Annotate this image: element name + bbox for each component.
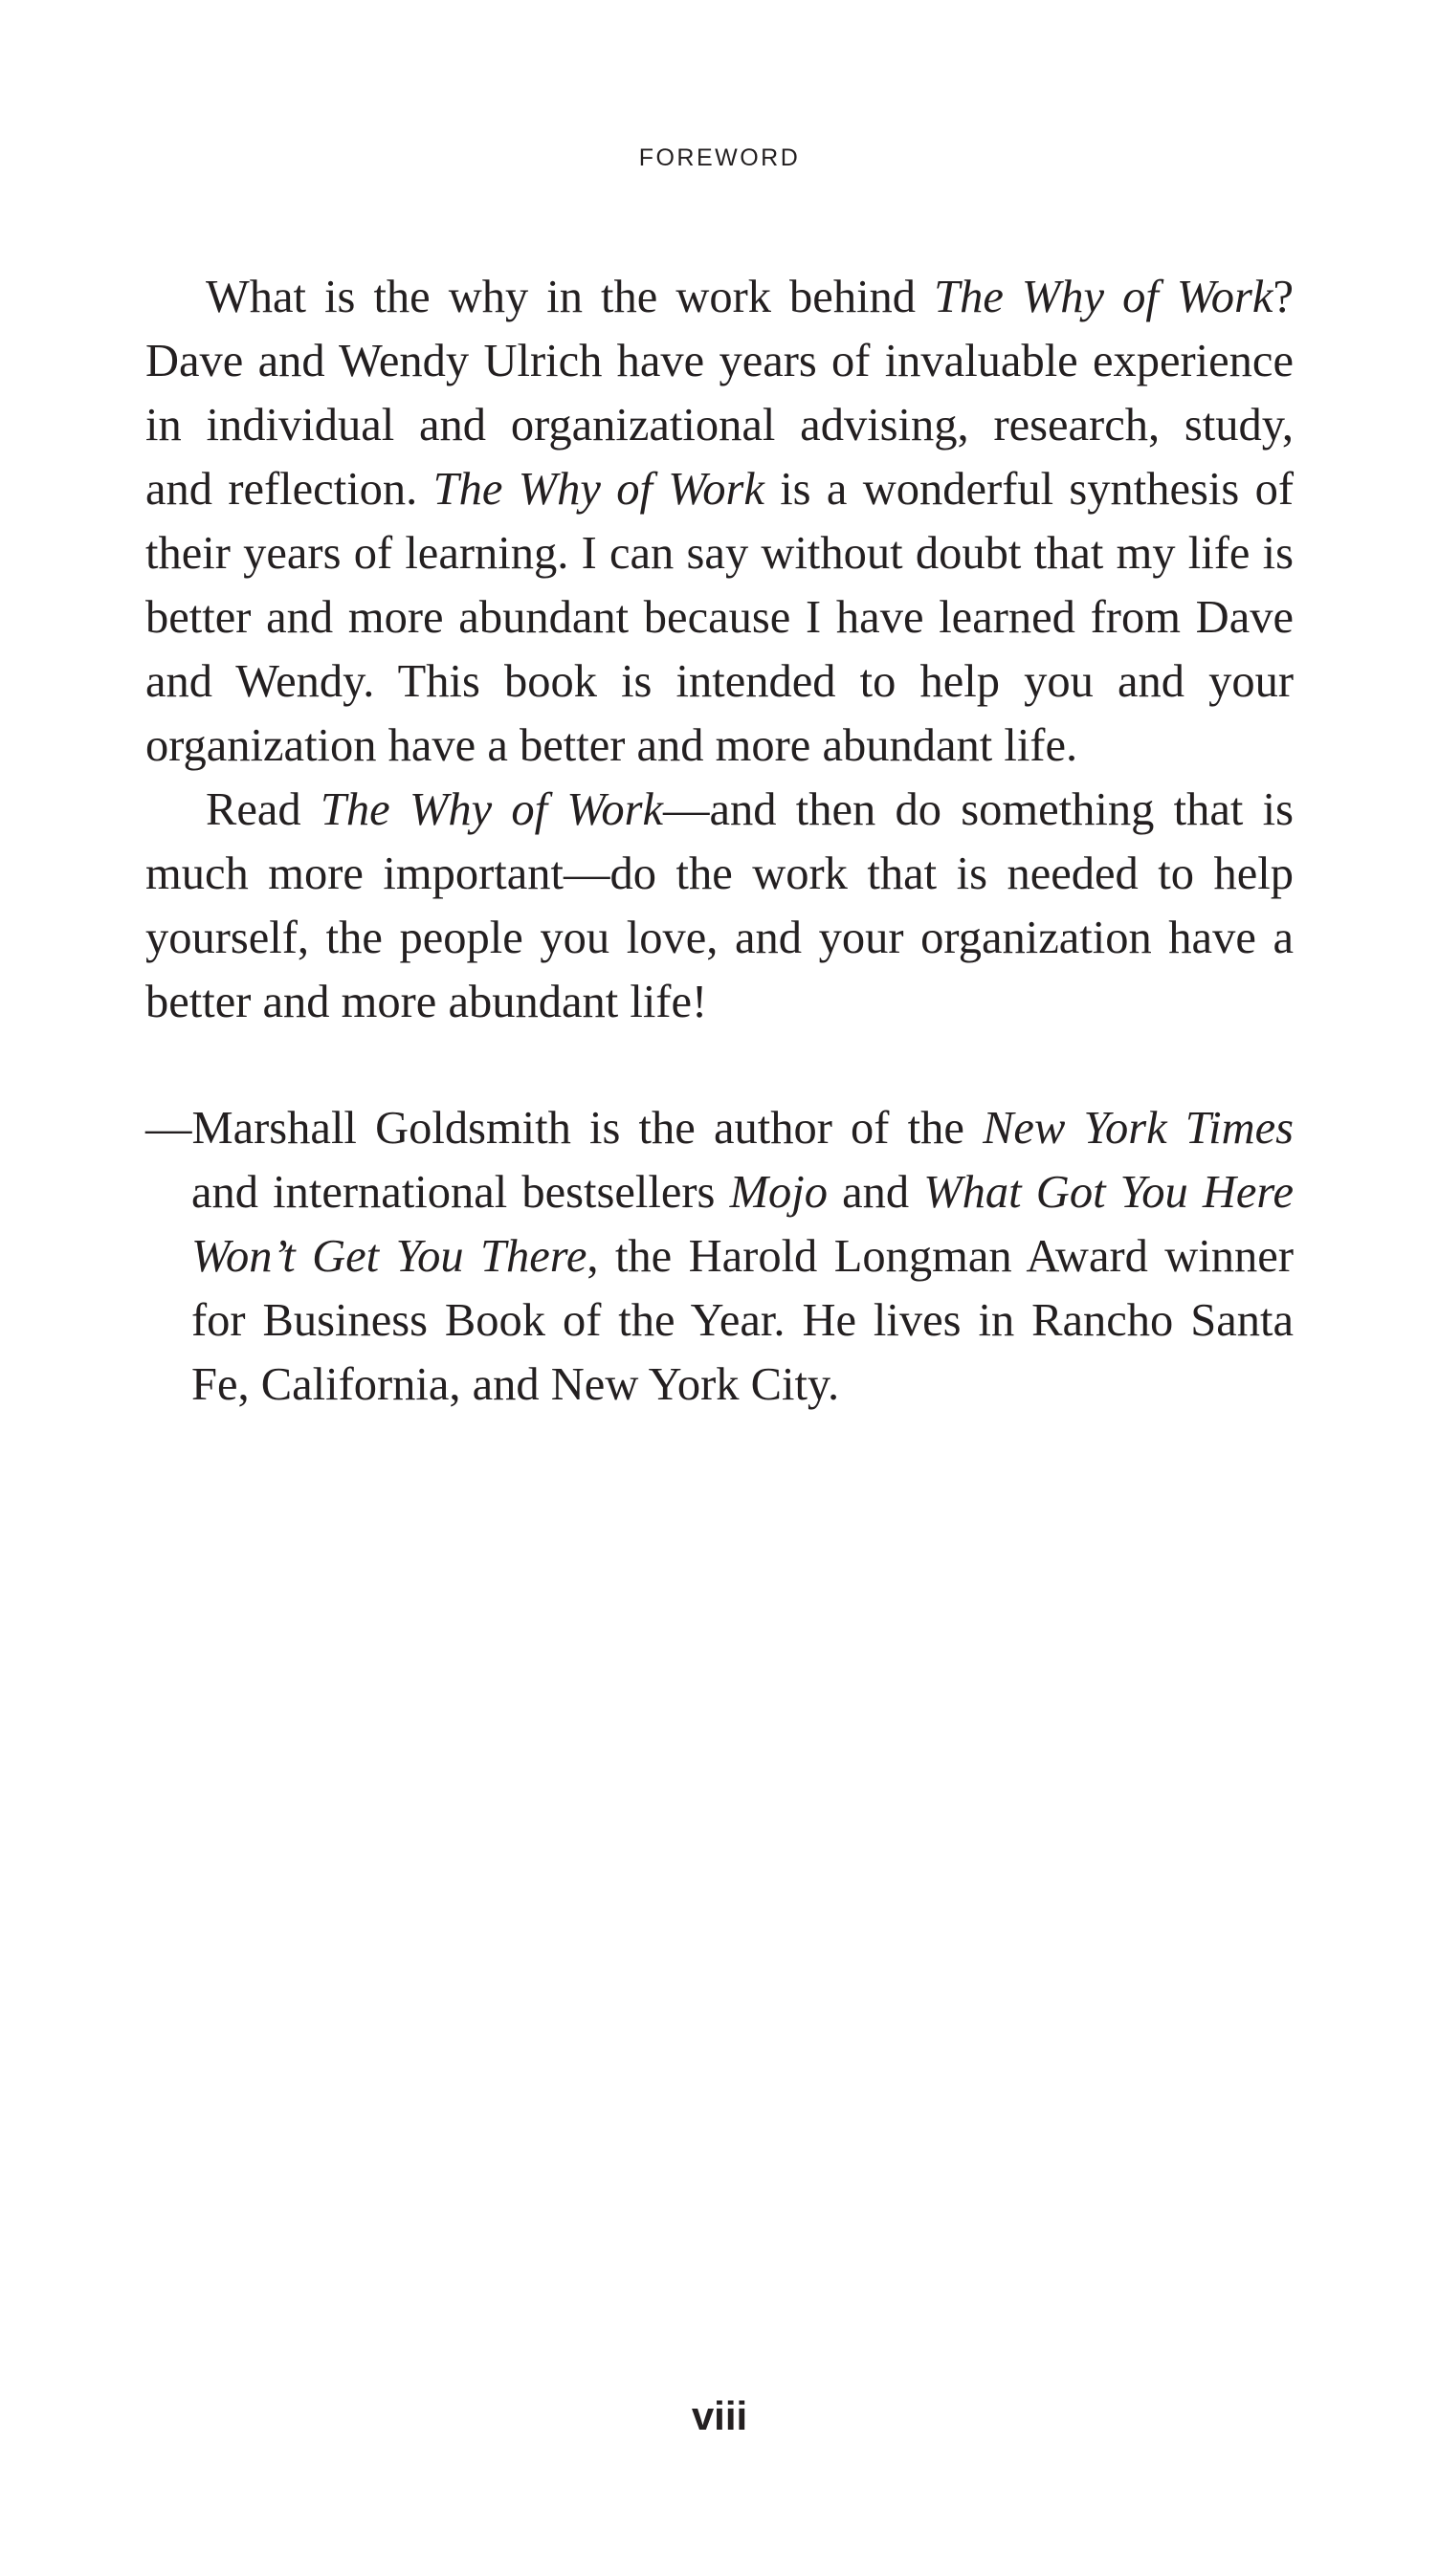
running-head: FOREWORD xyxy=(638,144,801,171)
paragraph-1-text-e: is a wonderful synthesis of their years of learning. I can say without doubt that my life is better and more abundant because I have learned from Dave and Wendy. This book is intended to help you and your organization have a better and more abundant life. xyxy=(145,464,1294,771)
attribution-text-a: —Marshall Goldsmith is the author of the xyxy=(145,1103,984,1154)
page-number: viii xyxy=(691,2393,748,2438)
paragraph-2-text-a: Read xyxy=(206,784,321,835)
author-attribution xyxy=(145,1096,1294,1417)
attribution-book-what-got-you-here: What Got You Here Won’t Get You There xyxy=(191,1167,1294,1282)
attribution-publication: New York Times xyxy=(983,1103,1294,1154)
attribution-text-e: and xyxy=(827,1167,924,1218)
attribution-text-c: and international bestsellers xyxy=(191,1167,730,1218)
attribution-text-g: , the Harold Longman Award winner for Business Book of the Year. He lives in Rancho Santa Fe, California, and New York City. xyxy=(191,1231,1294,1410)
paragraph-1-text-c: ? Dave and Wendy Ulrich have years of invaluable experience in individual and organizational advising, research, study, and reflection. xyxy=(145,272,1294,515)
paragraph-2 xyxy=(145,778,1294,1034)
paragraph-1-book-title-1: The Why of Work xyxy=(934,272,1273,322)
paragraph-1-text-a: What is the why in the work behind xyxy=(206,272,935,322)
paragraph-2-text-c: —and then do something that is much more important—do the work that is needed to help yourself, the people you love, and your organization have a better and more abundant life! xyxy=(145,784,1294,1027)
paragraph-1-book-title-2: The Why of Work xyxy=(432,464,764,515)
paragraph-2-book-title: The Why of Work xyxy=(320,784,663,835)
attribution-book-mojo: Mojo xyxy=(729,1167,828,1218)
paragraph-1 xyxy=(145,265,1294,778)
foreword-body xyxy=(145,265,1294,1034)
